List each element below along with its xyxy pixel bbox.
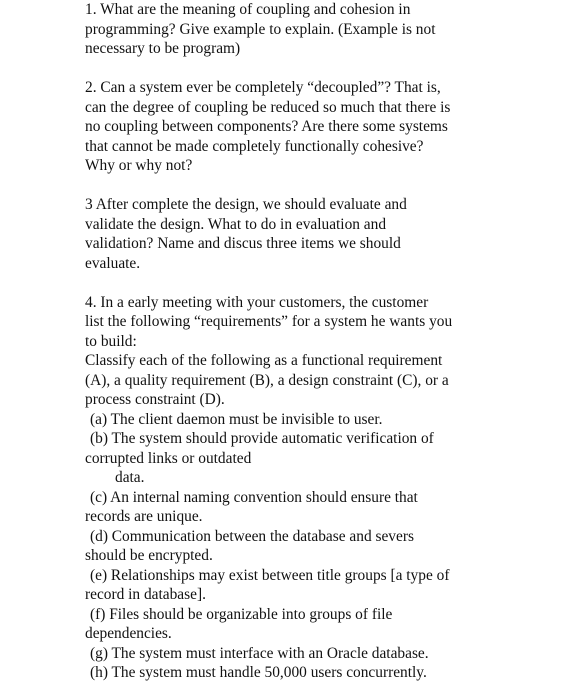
requirement-item-line: (e) Relationships may exist between title groups [a type of [90,566,450,584]
question-3-line: validation? Name and discus three items we should [85,235,401,252]
question-2-line: that cannot be made completely functionally cohesive? [85,137,424,155]
question-2 [85,78,555,176]
requirement-item-line: (a) The client daemon must be invisible to user. [90,410,383,428]
requirement-item-f [85,605,555,644]
requirement-item-line: (d) Communication between the database and severs [90,527,414,545]
requirement-item-line: (c) An internal naming convention should ensure that [90,488,418,506]
requirement-item-a [85,410,555,430]
question-4-intro-line: Classify each of the following as a functional requirement [85,352,443,369]
question-4-intro-line: (A), a quality requirement (B), a design constraint (C), or a [85,371,449,389]
requirement-item-line: records are unique. [85,508,203,525]
paragraph-spacer [85,176,555,196]
requirement-item-line: should be encrypted. [85,547,213,564]
requirement-item-line: (f) Files should be organizable into groups of file [90,605,393,623]
requirement-item-line: corrupted links or outdated [85,449,252,467]
requirement-item-c [85,488,555,527]
requirement-item-line: data. [115,469,145,486]
question-2-line: can the degree of coupling be reduced so much that there is [85,98,451,116]
question-3 [85,195,555,273]
requirement-item-h [85,663,555,683]
question-4-intro-line: 4. In a early meeting with your customers, the customer [85,293,429,311]
question-1 [85,0,555,59]
question-4-intro-line: list the following “requirements” for a system he wants you [85,313,453,330]
requirement-item-line: (g) The system must interface with an Oracle database. [90,644,429,662]
question-2-line: no coupling between components? Are there some systems [85,118,448,135]
requirement-item-line: (h) The system must handle 50,000 users concurrently. [90,664,427,681]
requirement-item-line: (b) The system should provide automatic verification of [90,430,434,447]
question-2-line: 2. Can a system ever be completely “decoupled”? That is, [85,79,441,96]
requirement-item-e [85,566,555,605]
paragraph-spacer [85,59,555,79]
requirement-item-d [85,527,555,566]
document-page [85,0,555,683]
requirement-item-g [85,644,555,664]
question-1-line: 1. What are the meaning of coupling and cohesion in [85,1,411,18]
question-4-intro-line: to build: [85,332,137,350]
question-3-line: 3 After complete the design, we should evaluate and [85,196,407,213]
requirement-item-line: record in database]. [85,586,206,603]
requirement-item-b [85,429,555,488]
paragraph-spacer [85,273,555,293]
question-1-line: programming? Give example to explain. (Example is not [85,20,436,38]
question-4-intro-line: process constraint (D). [85,391,225,408]
requirement-item-line: dependencies. [85,625,172,642]
question-3-line: validate the design. What to do in evaluation and [85,215,387,233]
question-2-line: Why or why not? [85,157,193,174]
question-4 [85,293,555,683]
question-1-line: necessary to be program) [85,40,241,57]
question-3-line: evaluate. [85,254,141,272]
